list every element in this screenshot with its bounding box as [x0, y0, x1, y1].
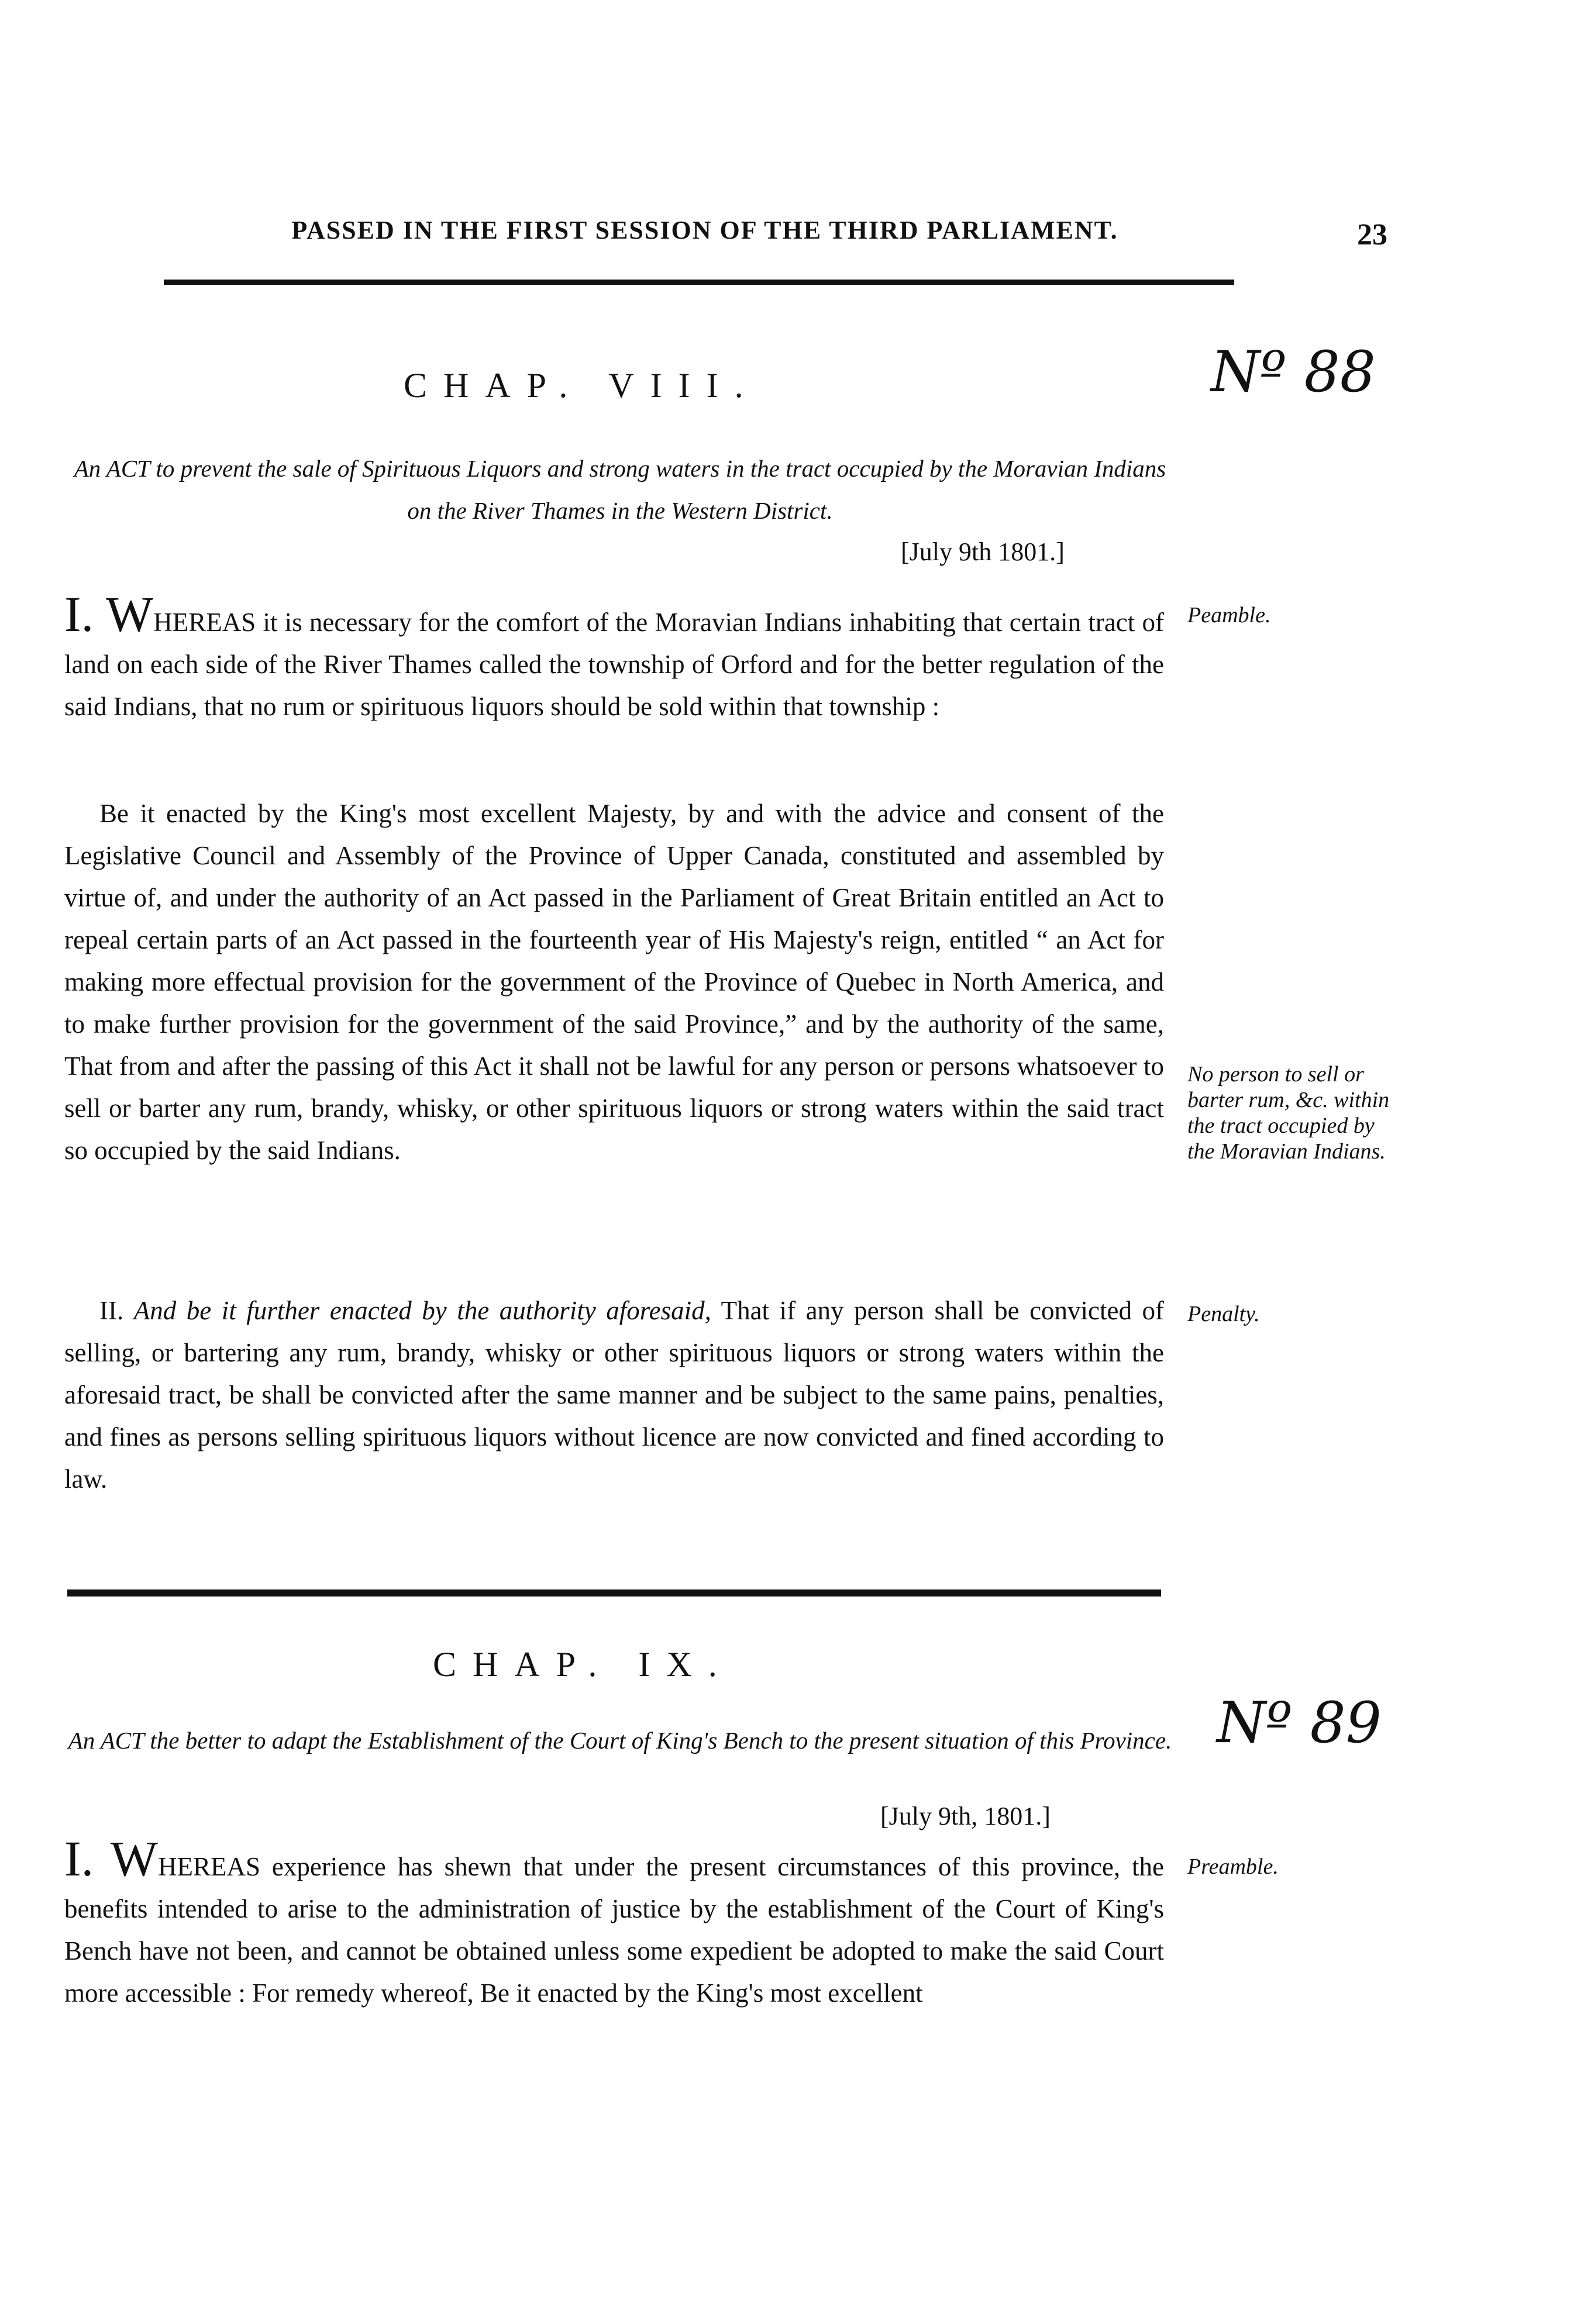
act-title: An ACT the better to adapt the Establishment of the Court of King's Bench to the present situation of this Province. — [68, 1727, 1172, 1754]
enacting-clause: And be it further enacted by the authority aforesaid, — [133, 1296, 711, 1325]
drop-cap: I. W — [64, 586, 154, 642]
act-title: An ACT to prevent the sale of Spirituous Liquors and strong waters in the tract occupied by the Moravian Indians on the River Thames in the Western District. — [74, 455, 1166, 524]
header-rule — [164, 280, 1234, 285]
paragraph-text: HEREAS it is necessary for the comfort of the Moravian Indians inhabiting that certain tract of land on each side of the River Thames called the township of Orford and for the better regulation of the said Indians, that no rum or spirituous liquors should be sold within that township : — [64, 608, 1164, 721]
act-date: [July 9th, 1801.] — [880, 1802, 1051, 1830]
act-date: [July 9th 1801.] — [901, 537, 1065, 566]
paragraph-text: That if any person shall be convicted of selling, or bartering any rum, brandy, whisky or other spirituous liquors or strong waters within the aforesaid tract, be shall be convicted after the same manner and be subject to the same pains, penalties, and fines as persons selling spirituous liquors without licence are now convicted and fined according to law. — [64, 1296, 1165, 1494]
section-rule — [67, 1589, 1161, 1597]
chapter-heading: CHAP. VIII. — [404, 366, 760, 405]
page-number: 23 — [1357, 218, 1387, 251]
margin-note-no-person: No person to sell or barter rum, &c. within the tract occupied by the Moravian Indians. — [1187, 1062, 1390, 1164]
handwritten-annotation: Nº 88 — [1211, 339, 1376, 405]
margin-note-penalty: Penalty. — [1187, 1302, 1260, 1326]
drop-cap: I. W — [64, 1830, 158, 1887]
running-head: PASSED IN THE FIRST SESSION OF THE THIRD PARLIAMENT. — [291, 216, 1118, 244]
penalty-paragraph — [64, 1289, 1164, 1500]
preamble-paragraph — [64, 586, 1164, 727]
paragraph-text: HEREAS experience has shewn that under the present circumstances of this province, the benefits intended to arise to the administration of justice by the establishment of the Court of King's Bench have not been, and cannot be obtained unless some expedient be adopted to make the said Court more accessible : For remedy whereof, Be it enacted by the King's most excellent — [64, 1852, 1164, 2008]
chapter-heading: CHAP. IX. — [433, 1645, 733, 1684]
margin-note-preamble: Peamble. — [1187, 603, 1271, 627]
handwritten-annotation: Nº 89 — [1217, 1690, 1382, 1756]
margin-note-preamble: Preamble. — [1187, 1854, 1279, 1879]
section-number: II. — [99, 1296, 124, 1325]
preamble-paragraph — [64, 1830, 1164, 2014]
enacting-paragraph: Be it enacted by the King's most excellent Majesty, by and with the advice and consent of the Legislative Council and Assembly of the Province of Upper Canada, constituted and assembled by virtue of, and under the authority of an Act passed in the Parliament of Great Britain entitled an Act to repeal certain parts of an Act passed in the fourteenth year of His Majesty's reign, entitled “ an Act for making more effectual provision for the government of the Province of Quebec in North America, and to make further provision for the government of the said Province,” and by the authority of the same, That from and after the passing of this Act it shall not be lawful for any person or persons whatsoever to sell or barter any rum, brandy, whisky, or other spirituous liquors or strong waters within the said tract so occupied by the said Indians. — [64, 799, 1164, 1165]
